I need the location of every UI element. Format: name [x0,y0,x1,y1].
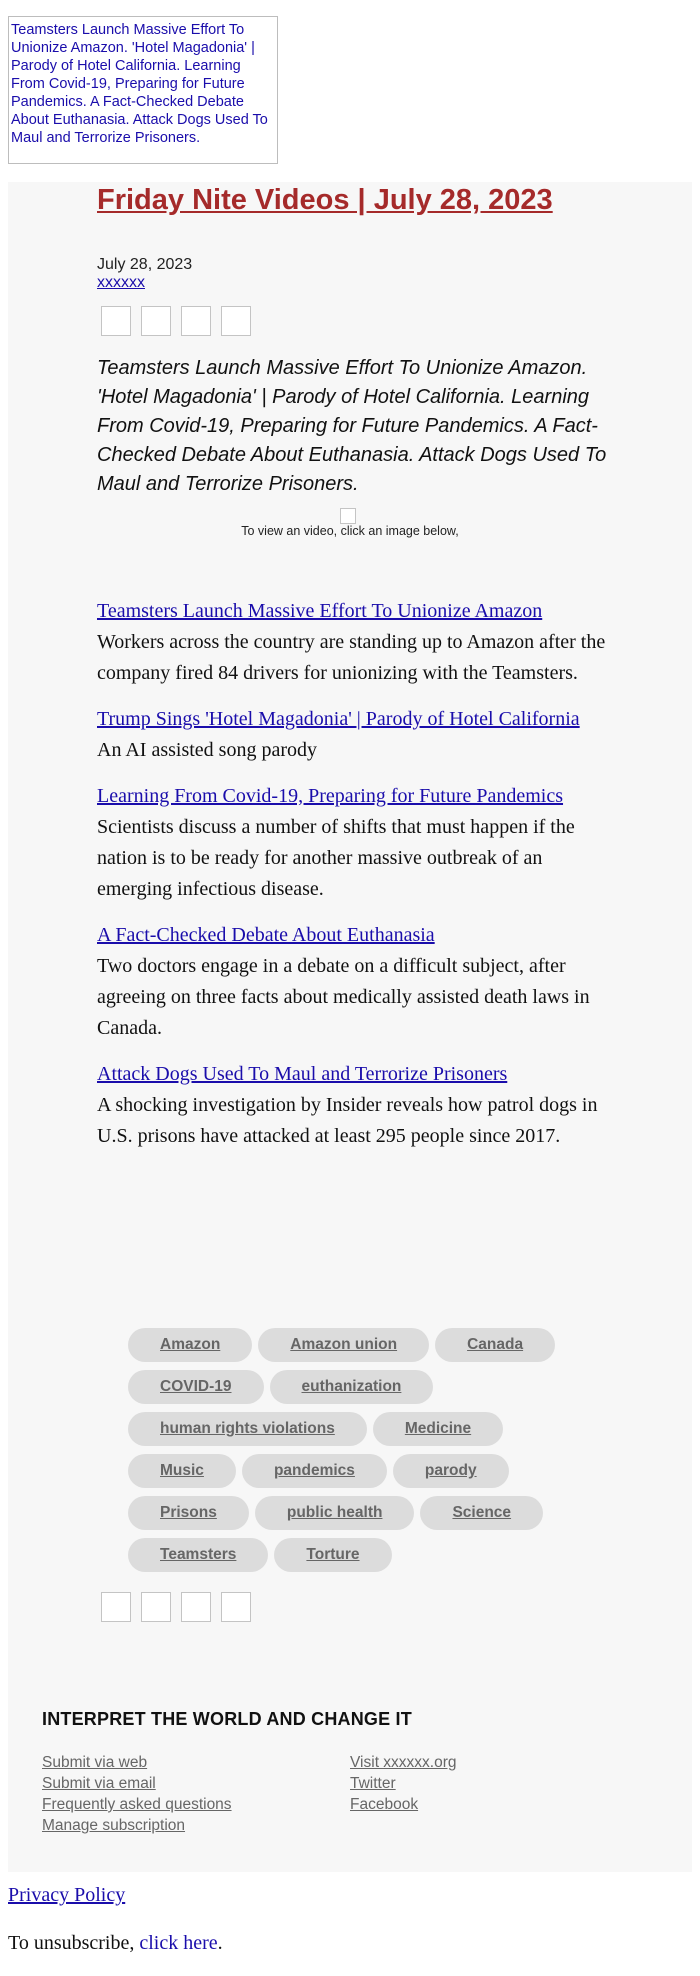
hero-image-alt-text: Teamsters Launch Massive Effort To Unionize Amazon. 'Hotel Magadonia' | Parody of Hotel California. Learning From Covid-19, Preparing for Future Pandemics. A Fact-Checked Debate About Euthanasia. Attack Dogs Used To Maul and Terrorize Prisoners. [11,22,268,146]
post-title[interactable]: Friday Nite Videos | July 28, 2023 [97,184,553,216]
post-date: July 28, 2023 [97,256,193,273]
tag-pandemics[interactable]: pandemics [242,1454,387,1488]
video-link-hotel-magadonia[interactable]: Trump Sings 'Hotel Magadonia' | Parody of Hotel California [97,708,580,730]
unsubscribe-suffix: . [217,1932,223,1954]
video-item [97,781,607,905]
view-video-note: To view an video, click an image below, [241,524,459,538]
video-item [97,920,607,1044]
tag-public-health[interactable]: public health [255,1496,415,1530]
tag-torture[interactable]: Torture [274,1538,391,1572]
video-description: A shocking investigation by Insider reveals how patrol dogs in U.S. prisons have attacked at least 295 people since 2017. [97,1094,598,1147]
share-buttons-top [101,306,251,336]
tag-amazon-union[interactable]: Amazon union [258,1328,429,1362]
share-twitter-icon[interactable] [141,306,171,336]
tag-canada[interactable]: Canada [435,1328,555,1362]
tag-music[interactable]: Music [128,1454,236,1488]
share-buttons-bottom [101,1592,251,1622]
tag-amazon[interactable]: Amazon [128,1328,252,1362]
share-twitter-icon[interactable] [141,1592,171,1622]
share-facebook-icon[interactable] [101,306,131,336]
tag-covid-19[interactable]: COVID-19 [128,1370,264,1404]
unsubscribe-link[interactable]: click here [139,1932,218,1954]
video-link-amazon-union[interactable]: Teamsters Launch Massive Effort To Unionize Amazon [97,600,543,622]
visit-site-link[interactable]: Visit xxxxxx.org [350,1754,457,1771]
hero-image-placeholder[interactable] [8,16,278,164]
footer-links-left [42,1752,232,1836]
tag-parody[interactable]: parody [393,1454,509,1488]
unsubscribe-line [8,1932,223,1955]
faq-link[interactable]: Frequently asked questions [42,1796,232,1813]
share-link-icon[interactable] [221,306,251,336]
twitter-link[interactable]: Twitter [350,1775,396,1792]
footer-heading: INTERPRET THE WORLD AND CHANGE IT [42,1709,412,1729]
video-description: Two doctors engage in a debate on a difficult subject, after agreeing on three facts about medically assisted death laws in Canada. [97,955,590,1039]
privacy-policy-link[interactable]: Privacy Policy [8,1884,126,1906]
facebook-link[interactable]: Facebook [350,1796,419,1813]
tag-science[interactable]: Science [420,1496,543,1530]
video-link-covid-pandemics[interactable]: Learning From Covid-19, Preparing for Future Pandemics [97,785,564,807]
video-item [97,704,607,766]
video-description: Scientists discuss a number of shifts that must happen if the nation is to be ready for another massive outbreak of an emerging infectious disease. [97,816,575,900]
share-link-icon[interactable] [221,1592,251,1622]
video-description: An AI assisted song parody [97,739,317,761]
share-email-icon[interactable] [181,306,211,336]
tag-euthanization[interactable]: euthanization [270,1370,434,1404]
video-item [97,1059,607,1152]
post-author[interactable]: xxxxxx [97,274,145,291]
share-facebook-icon[interactable] [101,1592,131,1622]
footer-links-right [350,1752,457,1815]
tag-medicine[interactable]: Medicine [373,1412,503,1446]
video-list [97,596,607,1167]
video-link-euthanasia-debate[interactable]: A Fact-Checked Debate About Euthanasia [97,924,435,946]
submit-via-email-link[interactable]: Submit via email [42,1775,156,1792]
manage-subscription-link[interactable]: Manage subscription [42,1817,186,1834]
broken-image-icon [340,508,356,524]
share-email-icon[interactable] [181,1592,211,1622]
tag-human-rights-violations[interactable]: human rights violations [128,1412,367,1446]
video-description: Workers across the country are standing up to Amazon after the company fired 84 drivers for unionizing with the Teamsters. [97,631,606,684]
unsubscribe-prefix: To unsubscribe, [8,1932,140,1954]
submit-via-web-link[interactable]: Submit via web [42,1754,148,1771]
tag-cloud [128,1328,578,1572]
post-summary: Teamsters Launch Massive Effort To Unionize Amazon. 'Hotel Magadonia' | Parody of Hotel California. Learning From Covid-19, Preparing for Future Pandemics. A Fact-Checked Debate About Euthanasia. Attack Dogs Used To Maul and Terrorize Prisoners. [97,357,607,495]
video-item [97,596,607,689]
tag-prisons[interactable]: Prisons [128,1496,249,1530]
video-link-attack-dogs[interactable]: Attack Dogs Used To Maul and Terrorize Prisoners [97,1063,508,1085]
tag-teamsters[interactable]: Teamsters [128,1538,268,1572]
